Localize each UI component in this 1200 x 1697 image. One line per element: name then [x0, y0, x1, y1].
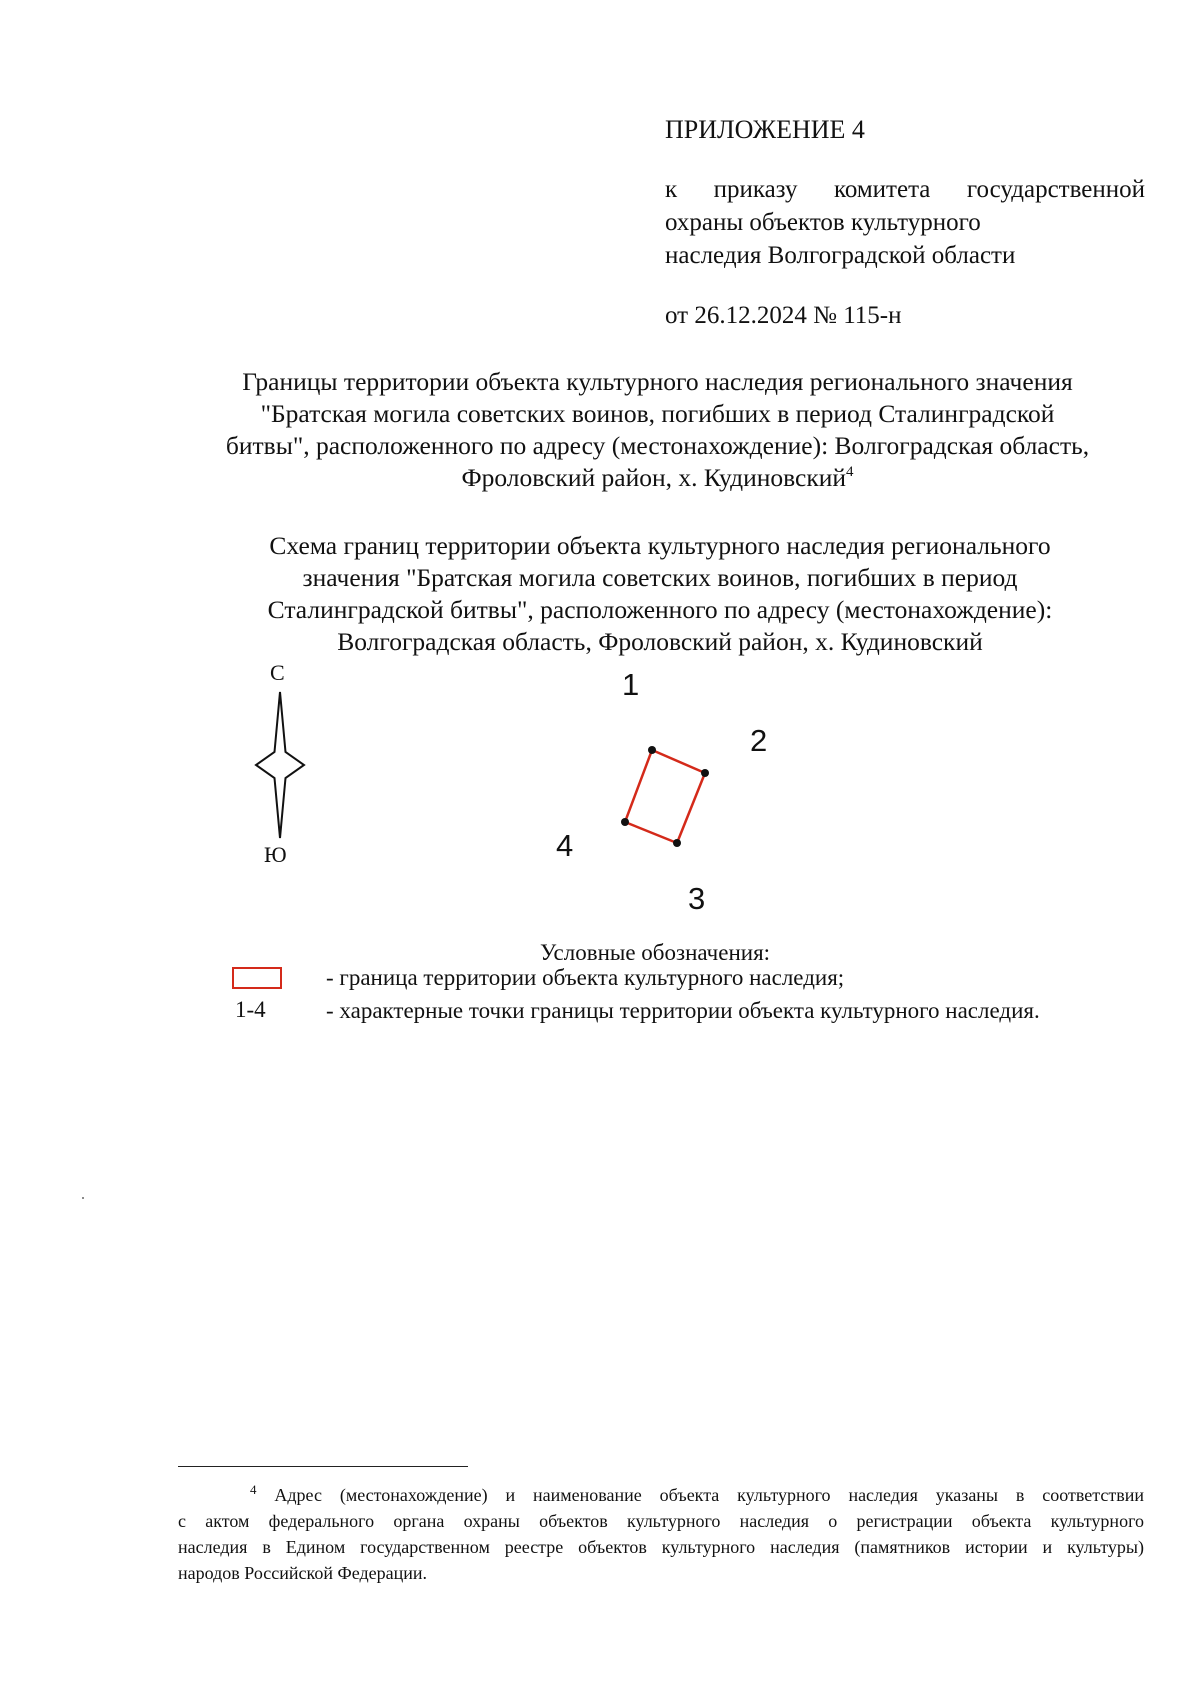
vertex-point-3	[673, 839, 681, 847]
schema-line-4: Волгоградская область, Фроловский район, х. Кудиновский	[337, 627, 983, 656]
appendix-title: ПРИЛОЖЕНИЕ 4	[665, 115, 865, 144]
scan-speck	[82, 1197, 84, 1199]
point-label-3: 3	[688, 881, 706, 916]
boundary-polygon	[625, 750, 705, 843]
heading-line-1: Границы территории объекта культурного наследия регионального значения	[242, 367, 1073, 396]
footnote-line-1	[178, 1482, 1144, 1508]
vertex-point-4	[621, 818, 629, 826]
compass-rose-icon	[250, 690, 310, 840]
vertex-point-2	[701, 769, 709, 777]
appendix-order-line-1: к приказу комитета государственной	[665, 176, 1145, 203]
legend-boundary-swatch	[232, 967, 282, 989]
compass-north-label: С	[270, 660, 285, 685]
point-label-1: 1	[622, 667, 640, 702]
schema-title	[200, 530, 1120, 658]
schema-line-3: Сталинградской битвы", расположенного по адресу (местонахождение):	[267, 595, 1053, 624]
footnote-line-3: наследия в Едином государственном реестре объектов культурного наследия (памятников истории и культуры)	[178, 1537, 1144, 1557]
compass-needle	[256, 692, 304, 838]
vertex-point-1	[648, 746, 656, 754]
document-heading	[170, 366, 1145, 494]
schema-line-1: Схема границ территории объекта культурного наследия регионального	[269, 531, 1051, 560]
point-label-4: 4	[556, 828, 574, 863]
footnote-number: 4	[250, 1482, 257, 1497]
legend-points-code: 1-4	[235, 997, 266, 1022]
point-label-2: 2	[750, 723, 768, 758]
compass-south-label: Ю	[264, 842, 287, 867]
footnote-line-4: народов Российской Федерации.	[178, 1563, 427, 1583]
legend-title: Условные обозначения:	[540, 940, 771, 965]
legend-boundary-description: - граница территории объекта культурного наследия;	[326, 965, 845, 990]
footnote-reference: 4	[846, 464, 854, 480]
heading-line-3: битвы", расположенного по адресу (местонахождение): Волгоградская область,	[225, 431, 1090, 460]
heading-line-2: "Братская могила советских воинов, погибших в период Сталинградской	[260, 399, 1055, 428]
footnote-line-1-text: Адрес (местонахождение) и наименование объекта культурного наследия указаны в соответствии	[274, 1485, 1145, 1505]
appendix-order-reference	[665, 173, 1145, 272]
appendix-date-number: от 26.12.2024 № 115-н	[665, 302, 902, 329]
schema-line-2: значения "Братская могила советских воинов, погибших в период	[302, 563, 1018, 592]
boundary-plan	[540, 660, 780, 920]
footnote	[178, 1482, 1144, 1586]
appendix-order-line-3: наследия Волгоградской области	[665, 242, 1016, 269]
heading-line-4	[170, 462, 1145, 494]
legend-points-description: - характерные точки границы территории объекта культурного наследия.	[326, 998, 1040, 1023]
heading-line-4-text: Фроловский район, х. Кудиновский	[461, 463, 847, 492]
footnote-line-2: с актом федерального органа охраны объектов культурного наследия о регистрации объекта культурного	[178, 1511, 1144, 1531]
appendix-order-line-2: охраны объектов культурного	[665, 209, 981, 236]
footnote-separator	[178, 1466, 468, 1467]
